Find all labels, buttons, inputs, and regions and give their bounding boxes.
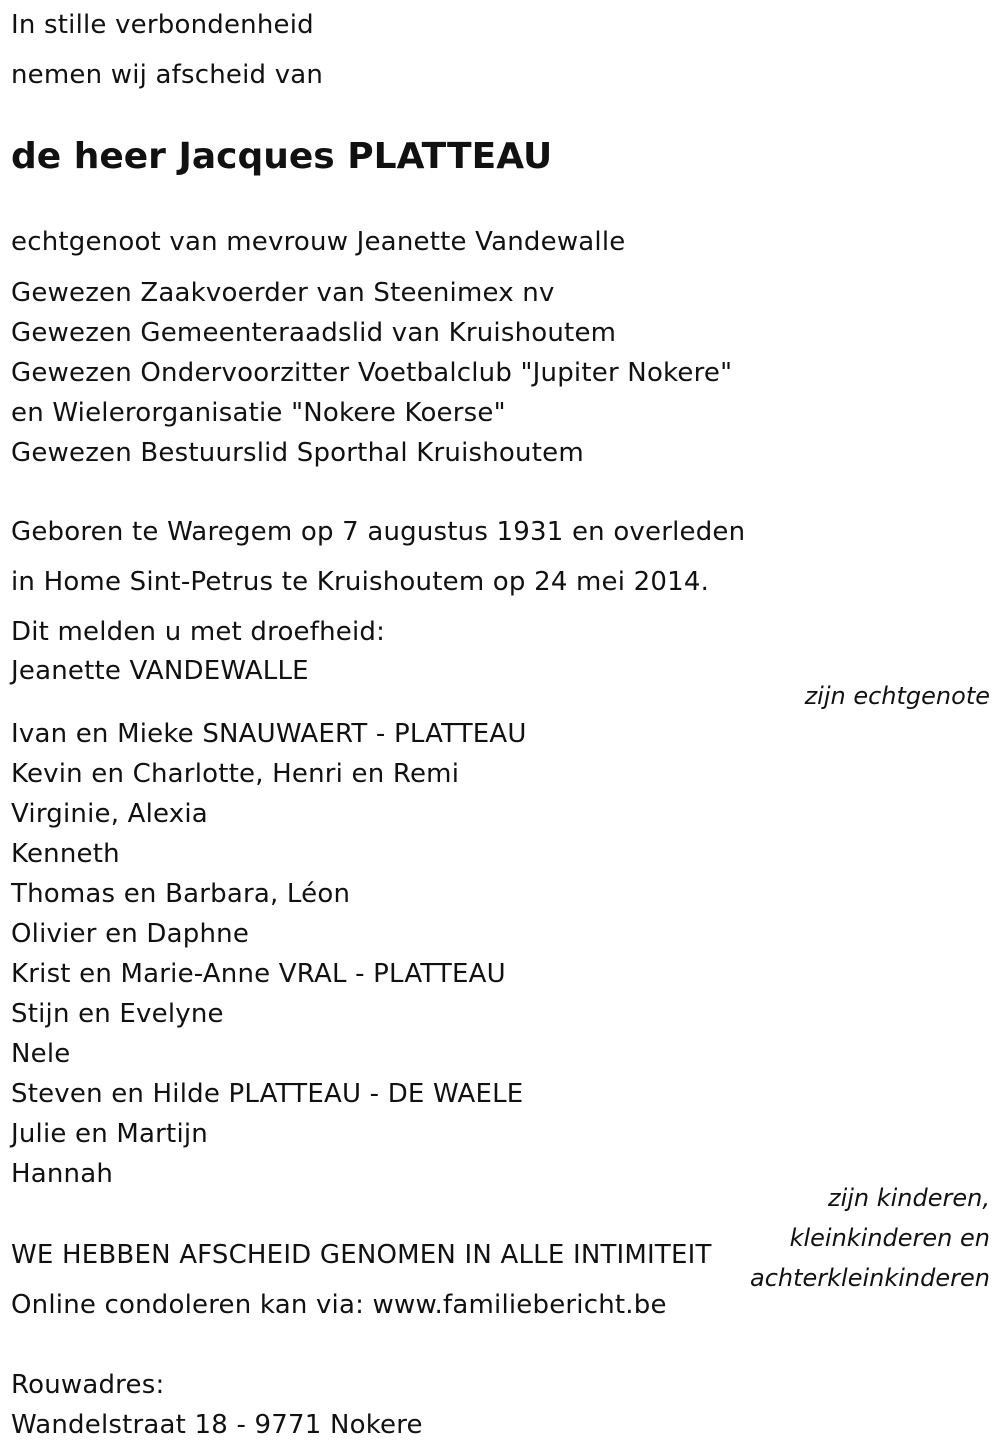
family-role-line: zijn kinderen, — [827, 1184, 990, 1212]
family-member: Kenneth — [11, 839, 120, 869]
function-line: en Wielerorganisatie "Nokere Koerse" — [11, 398, 506, 428]
announcement: Dit melden u met droefheid: — [11, 617, 386, 647]
function-line: Gewezen Bestuurslid Sporthal Kruishoutem — [11, 438, 584, 468]
mourning-address: Wandelstraat 18 - 9771 Nokere — [11, 1410, 423, 1440]
family-member: Kevin en Charlotte, Henri en Remi — [11, 759, 460, 789]
mourning-address-label: Rouwadres: — [11, 1370, 165, 1400]
family-member: Steven en Hilde PLATTEAU - DE WAELE — [11, 1079, 524, 1109]
family-member: Olivier en Daphne — [11, 919, 250, 949]
spouse-name: Jeanette VANDEWALLE — [11, 656, 309, 686]
function-line: Gewezen Ondervoorzitter Voetbalclub "Jupiter Nokere" — [11, 358, 733, 388]
deceased-name: de heer Jacques PLATTEAU — [11, 136, 553, 177]
spouse-line: echtgenoot van mevrouw Jeanette Vandewalle — [11, 227, 626, 257]
family-member: Julie en Martijn — [11, 1119, 208, 1149]
family-member: Ivan en Mieke SNAUWAERT - PLATTEAU — [11, 719, 527, 749]
birth-death-line-1: Geboren te Waregem op 7 augustus 1931 en overleden — [11, 517, 746, 547]
family-role-line: kleinkinderen en — [789, 1224, 990, 1252]
family-member: Krist en Marie-Anne VRAL - PLATTEAU — [11, 959, 506, 989]
function-line: Gewezen Zaakvoerder van Steenimex nv — [11, 278, 555, 308]
family-member: Virginie, Alexia — [11, 799, 208, 829]
family-member: Nele — [11, 1039, 71, 1069]
spouse-role: zijn echtgenote — [804, 682, 990, 710]
birth-death-line-2: in Home Sint-Petrus te Kruishoutem op 24 mei 2014. — [11, 567, 710, 597]
family-member: Stijn en Evelyne — [11, 999, 224, 1029]
intimacy-note: WE HEBBEN AFSCHEID GENOMEN IN ALLE INTIMITEIT — [11, 1240, 712, 1270]
family-member: Thomas en Barbara, Léon — [11, 879, 351, 909]
intro-line-2: nemen wij afscheid van — [11, 60, 324, 90]
family-member: Hannah — [11, 1159, 114, 1189]
family-role-line: achterkleinkinderen — [750, 1264, 990, 1292]
condolence-line: Online condoleren kan via: www.familiebericht.be — [11, 1290, 667, 1320]
function-line: Gewezen Gemeenteraadslid van Kruishoutem — [11, 318, 617, 348]
intro-line-1: In stille verbondenheid — [11, 10, 314, 40]
